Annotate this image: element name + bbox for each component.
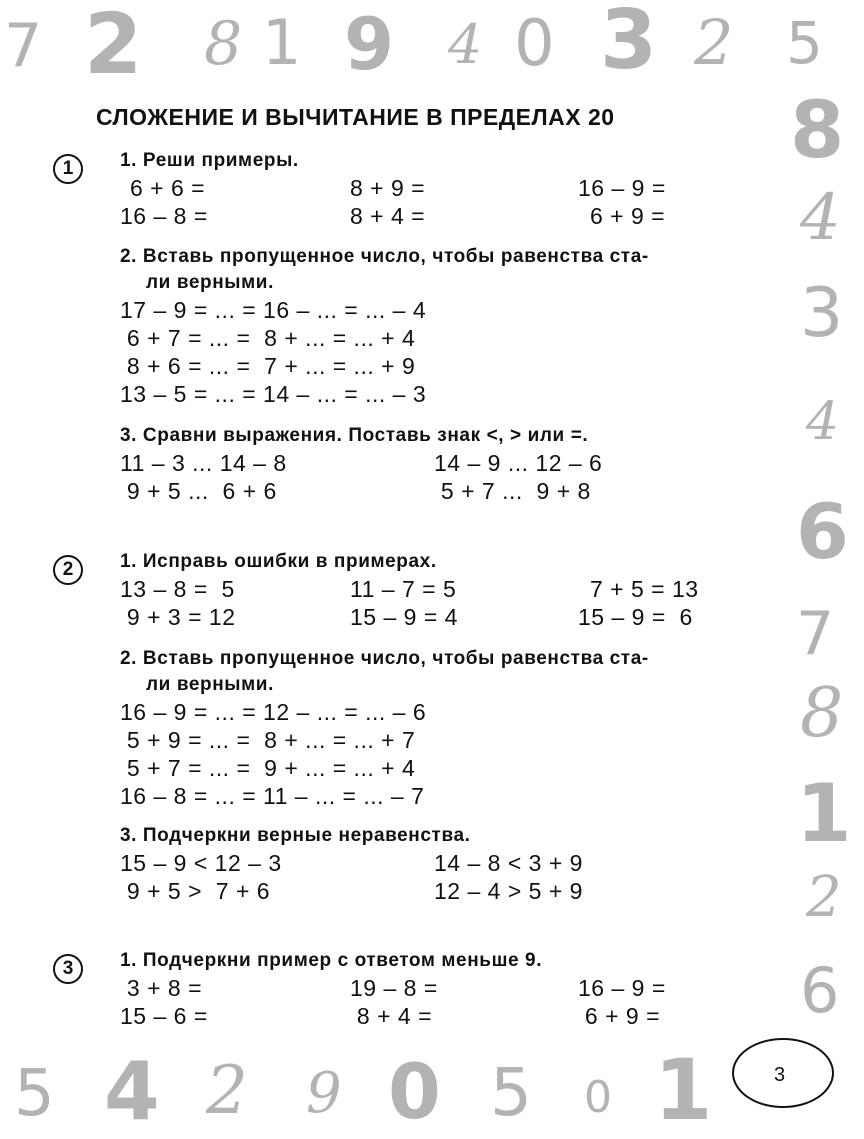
equation: 13 – 8 = 5	[120, 576, 235, 602]
equation: 8 + 9 =	[350, 175, 426, 201]
instruction-line: ли верными.	[146, 674, 274, 695]
decor-digit: 4	[104, 1045, 160, 1138]
equation: 16 – 9 =	[578, 975, 666, 1001]
decor-digit: 2	[206, 1052, 248, 1129]
comparison: 11 – 3 ... 14 – 8	[120, 450, 287, 476]
task-instruction: 1. Подчеркни пример с ответом меньше 9.	[120, 950, 543, 971]
page-title: СЛОЖЕНИЕ И ВЫЧИТАНИЕ В ПРЕДЕЛАХ 20	[96, 104, 615, 130]
decor-digit: 1	[262, 6, 302, 79]
decor-digit: 7	[4, 11, 43, 81]
equation-chain: 8 + 6 = ... = 7 + ... = ... + 9	[120, 353, 416, 379]
decor-digit: 1	[654, 1041, 713, 1139]
decor-digit: 0	[388, 1047, 441, 1136]
decor-digit: 5	[490, 1054, 532, 1131]
decor-digit: 8	[800, 674, 844, 753]
section-number-badge: 2	[53, 555, 83, 585]
equation: 9 + 3 = 12	[120, 604, 236, 630]
decor-digit: 2	[806, 865, 842, 930]
decor-digit: 8	[790, 86, 845, 176]
section-number-badge: 3	[53, 954, 83, 984]
decor-digit: 9	[344, 2, 395, 86]
equation: 6 + 9 =	[590, 203, 666, 229]
decor-digit: 3	[800, 274, 844, 353]
comparison: 5 + 7 ... 9 + 8	[434, 478, 591, 504]
equation: 6 + 6 =	[130, 175, 206, 201]
equation: 15 – 9 = 4	[350, 604, 458, 630]
equation: 11 – 7 = 5	[350, 576, 457, 602]
task-instruction	[120, 244, 649, 296]
decor-digit: 4	[800, 181, 841, 255]
decor-digit: 4	[448, 13, 483, 76]
instruction-line: 2. Вставь пропущенное число, чтобы равенства ста-	[120, 246, 649, 267]
inequality: 15 – 9 < 12 – 3	[120, 850, 282, 876]
decor-digit: 4	[806, 392, 840, 452]
equation-chain: 16 – 9 = ... = 12 – ... = ... – 6	[120, 699, 427, 725]
section-number-badge: 1	[53, 154, 83, 184]
equation: 19 – 8 =	[350, 975, 438, 1001]
decor-digit: 9	[306, 1061, 342, 1126]
equation: 15 – 6 =	[120, 1003, 208, 1029]
equation-chain: 6 + 7 = ... = 8 + ... = ... + 4	[120, 325, 416, 351]
equation-chain: 5 + 7 = ... = 9 + ... = ... + 4	[120, 755, 416, 781]
inequality: 12 – 4 > 5 + 9	[434, 878, 583, 904]
equation: 7 + 5 = 13	[590, 576, 699, 602]
task-instruction: 1. Реши примеры.	[120, 150, 299, 171]
equation: 15 – 9 = 6	[578, 604, 693, 630]
instruction-line: 2. Вставь пропущенное число, чтобы равенства ста-	[120, 648, 649, 669]
instruction-line: ли верными.	[146, 272, 274, 293]
comparison: 14 – 9 ... 12 – 6	[434, 450, 603, 476]
equation: 16 – 8 =	[120, 203, 208, 229]
task-instruction: 3. Подчеркни верные неравенства.	[120, 825, 471, 846]
equation: 6 + 9 =	[578, 1003, 661, 1029]
inequality: 9 + 5 > 7 + 6	[120, 878, 271, 904]
decor-digit: 2	[84, 0, 143, 93]
decor-digit: 5	[14, 1057, 55, 1131]
equation-chain: 17 – 9 = ... = 16 – ... = ... – 4	[120, 297, 427, 323]
decor-digit: 3	[600, 0, 658, 88]
equation-chain: 13 – 5 = ... = 14 – ... = ... – 3	[120, 381, 427, 407]
decor-digit: 6	[796, 487, 849, 576]
equation-chain: 5 + 9 = ... = 8 + ... = ... + 7	[120, 727, 416, 753]
equation: 8 + 4 =	[350, 203, 426, 229]
decor-digit: 1	[796, 767, 852, 860]
decor-digit: 2	[694, 6, 734, 79]
equation-chain: 16 – 8 = ... = 11 – ... = ... – 7	[120, 783, 425, 809]
decor-digit: 0	[514, 7, 555, 81]
decor-digit: 8	[204, 9, 243, 79]
equation: 3 + 8 =	[120, 975, 203, 1001]
decor-digit: 6	[800, 954, 840, 1027]
inequality: 14 – 8 < 3 + 9	[434, 850, 583, 876]
equation: 8 + 4 =	[350, 1003, 433, 1029]
decor-digit: 0	[584, 1072, 612, 1123]
page-number: 3	[774, 1064, 786, 1086]
task-instruction: 3. Сравни выражения. Поставь знак <, > или =.	[120, 425, 589, 446]
decor-digit: 5	[786, 9, 823, 77]
decor-digit: 7	[796, 599, 835, 669]
task-instruction: 1. Исправь ошибки в примерах.	[120, 551, 437, 572]
comparison: 9 + 5 ... 6 + 6	[120, 478, 277, 504]
equation: 16 – 9 =	[578, 175, 666, 201]
task-instruction	[120, 646, 649, 698]
